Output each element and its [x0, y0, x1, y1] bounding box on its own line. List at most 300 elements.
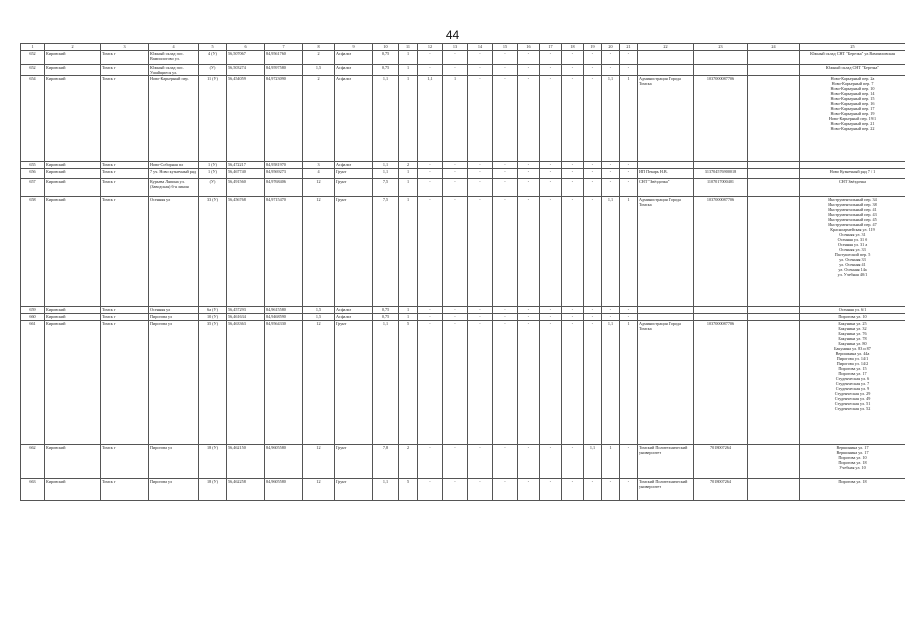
table-cell-col-17: - [540, 162, 562, 169]
table-row [21, 76, 905, 162]
address-line: ул. Осенняя 14а [838, 267, 867, 272]
table-cell-col-7: 84,9605580 [265, 445, 303, 479]
table-cell-col-21: - [620, 51, 638, 65]
table-cell-col-25: Пирогова ул. 10 [800, 314, 905, 321]
table-cell-col-21: - [620, 445, 638, 479]
table-cell-col-14: - [468, 179, 493, 197]
address-line: Ново-Карьерный пер. 10 [830, 86, 875, 91]
table-cell-col-16: - [518, 179, 540, 197]
column-number-1: 1 [21, 44, 45, 51]
table-row [21, 197, 905, 307]
table-cell-col-20: - [602, 51, 620, 65]
table-cell-col-24 [748, 321, 800, 445]
table-cell-col-20: - [602, 65, 620, 76]
table-cell-col-18: - [562, 169, 584, 179]
table-cell-col-6: 56,467740 [227, 169, 265, 179]
table-cell-col-24 [748, 169, 800, 179]
table-cell-col-1: 652 [21, 51, 45, 65]
table-cell-col-16: - [518, 307, 540, 314]
table-cell-col-24 [748, 314, 800, 321]
page-number: 44 [445, 28, 460, 42]
table-cell-col-14: - [468, 162, 493, 169]
table-cell-col-9: Асфальт [335, 307, 373, 314]
table-cell-col-8: 2 [303, 76, 335, 162]
table-cell-col-13: - [443, 51, 468, 65]
table-cell-col-13: - [443, 65, 468, 76]
column-number-25: 25 [800, 44, 905, 51]
table-cell-col-9: Грунт [335, 479, 373, 501]
table-cell-col-7: 84,9581970 [265, 162, 303, 169]
table-cell-col-3: Томск г [101, 197, 149, 307]
table-cell-col-19: - [584, 179, 602, 197]
table-cell-col-10: 1,1 [373, 479, 399, 501]
address-line: Учебная ул. 10 [839, 465, 866, 470]
table-cell-col-18: - [562, 76, 584, 162]
table-cell-col-21: - [620, 314, 638, 321]
table-cell-col-25 [800, 445, 905, 479]
table-cell-col-8: 2 [303, 51, 335, 65]
table-cell-col-21: 1 [620, 197, 638, 307]
address-line: Пирогова ул. 14/2 [836, 361, 869, 366]
column-number-20: 20 [602, 44, 620, 51]
table-cell-col-2: Кировский [45, 162, 101, 169]
table-cell-col-8: 12 [303, 179, 335, 197]
table-cell-col-15: - [493, 479, 518, 501]
table-cell-col-16: - [518, 51, 540, 65]
table-cell-col-16: - [518, 314, 540, 321]
table-cell-col-8: 12 [303, 197, 335, 307]
table-cell-col-13: - [443, 479, 468, 501]
table-cell-col-17: - [540, 51, 562, 65]
table-cell-col-12: - [418, 51, 443, 65]
table-cell-col-6: 56,462150 [227, 445, 265, 479]
table-cell-col-14: - [468, 169, 493, 179]
table-cell-col-24 [748, 76, 800, 162]
table-cell-col-7: 84,9605580 [265, 479, 303, 501]
table-cell-col-10: 0,75 [373, 51, 399, 65]
table-cell-col-25 [800, 321, 905, 445]
table-cell-col-23 [694, 162, 748, 169]
table-cell-col-20: - [602, 479, 620, 501]
table-cell-col-19: - [584, 321, 602, 445]
column-number-19: 19 [584, 44, 602, 51]
table-cell-col-21: - [620, 179, 638, 197]
table-cell-col-3: Томск г [101, 65, 149, 76]
table-cell-col-9: Грунт [335, 179, 373, 197]
table-cell-col-1: 657 [21, 179, 45, 197]
table-cell-col-13: - [443, 314, 468, 321]
table-cell-col-23 [694, 307, 748, 314]
address-line: Вершинина ул. 17 [836, 450, 869, 455]
table-cell-col-19: - [584, 169, 602, 179]
table-cell-col-12: - [418, 162, 443, 169]
table-row [21, 65, 905, 76]
table-cell-col-6: 56,472217 [227, 162, 265, 169]
address-line: Ново-Карьерный пер. 7 [831, 81, 874, 86]
table-cell-col-8: 12 [303, 321, 335, 445]
table-cell-col-21: - [620, 162, 638, 169]
address-line: Вершинина ул. 17 [836, 445, 869, 450]
table-cell-col-1: 661 [21, 321, 45, 445]
table-cell-col-16: - [518, 76, 540, 162]
table-cell-col-3: Томск г [101, 179, 149, 197]
table-cell-col-18: - [562, 65, 584, 76]
column-number-17: 17 [540, 44, 562, 51]
table-cell-col-15: - [493, 445, 518, 479]
table-cell-col-25: Осенняя ул. 6/1 [800, 307, 905, 314]
table-cell-col-4: Ново-Карьерный пер. [149, 76, 199, 162]
table-cell-col-20: - [602, 314, 620, 321]
address-line: Инструментальный пер. 38 [828, 202, 877, 207]
table-cell-col-11: 1 [399, 51, 418, 65]
address-line: Бакунина ул. 76 [838, 331, 867, 336]
table-cell-col-6: 56,461634 [227, 314, 265, 321]
address-line: Бакунина ул. 25 [838, 321, 867, 326]
table-cell-col-14: - [468, 314, 493, 321]
table-row [21, 479, 905, 501]
table-cell-col-10: 7,8 [373, 445, 399, 479]
table-cell-col-3: Томск г [101, 76, 149, 162]
address-line: Ново-Карьерный пер. 2а [830, 76, 875, 81]
table-cell-col-4: Осенняя ул [149, 307, 199, 314]
table-cell-col-17: - [540, 197, 562, 307]
table-cell-col-22: Томский Политехнический университет [638, 445, 694, 479]
table-cell-col-2: Кировский [45, 307, 101, 314]
table-cell-col-9: Грунт [335, 445, 373, 479]
table-cell-col-12: - [418, 445, 443, 479]
address-line: Студенческая ул. 9 [835, 386, 870, 391]
address-line: Бакунина ул. 32 [838, 326, 867, 331]
table-cell-col-16: - [518, 65, 540, 76]
table-cell-col-15: - [493, 314, 518, 321]
table-cell-col-20: 1 [602, 445, 620, 479]
table-cell-col-20: - [602, 307, 620, 314]
table-cell-col-6: 56,457293 [227, 307, 265, 314]
table-cell-col-25 [800, 197, 905, 307]
table-cell-col-8: 1,5 [303, 65, 335, 76]
column-number-15: 15 [493, 44, 518, 51]
table-cell-col-11: 1 [399, 314, 418, 321]
table-cell-col-20: - [602, 162, 620, 169]
table-cell-col-4: 7 уч. Ново кузнечный ряд [149, 169, 199, 179]
table-cell-col-11: 5 [399, 321, 418, 445]
table-cell-col-23: 1107017000401 [694, 179, 748, 197]
address-line: Инструментальный пер. 43 [828, 212, 877, 217]
table-cell-col-24 [748, 51, 800, 65]
address-line: Красноармейская ул. 119 [830, 227, 875, 232]
table-cell-col-3: Томск г [101, 169, 149, 179]
table-cell-col-2: Кировский [45, 321, 101, 445]
table-cell-col-23: 1037000087706 [694, 76, 748, 162]
table-cell-col-5: 35 (У) [199, 321, 227, 445]
table-cell-col-9: Асфальт [335, 51, 373, 65]
table-cell-col-5: 1 (У) [199, 169, 227, 179]
table-cell-col-3: Томск г [101, 307, 149, 314]
table-cell-col-3: Томск г [101, 51, 149, 65]
table-cell-col-15: - [493, 51, 518, 65]
address-line: Пирогова ул. 15 [838, 366, 867, 371]
table-cell-col-6: 56,507067 [227, 51, 265, 65]
table-cell-col-12: 1,1 [418, 76, 443, 162]
table-cell-col-9: Асфальт [335, 76, 373, 162]
table-cell-col-2: Кировский [45, 197, 101, 307]
address-line: ул. Учебная 40/1 [837, 272, 868, 277]
table-row [21, 51, 905, 65]
table-cell-col-6: 56,462258 [227, 479, 265, 501]
table-cell-col-14: - [468, 197, 493, 307]
table-cell-col-24 [748, 307, 800, 314]
table-cell-col-3: Томск г [101, 321, 149, 445]
table-cell-col-8: 1,5 [303, 307, 335, 314]
table-cell-col-5: (У) [199, 65, 227, 76]
table-cell-col-1: 655 [21, 162, 45, 169]
table-cell-col-1: 656 [21, 169, 45, 179]
table-cell-col-18: - [562, 314, 584, 321]
table-cell-col-2: Кировский [45, 179, 101, 197]
table-cell-col-9: Грунт [335, 169, 373, 179]
table-cell-col-12: - [418, 65, 443, 76]
table-cell-col-6: 56,463363 [227, 321, 265, 445]
table-cell-col-15: - [493, 307, 518, 314]
table-cell-col-24 [748, 479, 800, 501]
table-cell-col-14: - [468, 479, 493, 501]
table-cell-col-4: Осенняя ул [149, 197, 199, 307]
column-number-11: 11 [399, 44, 418, 51]
table-row [21, 314, 905, 321]
table-cell-col-11: 1 [399, 65, 418, 76]
table-cell-col-4: Ново-Соборная пл [149, 162, 199, 169]
table-cell-col-19: - [584, 76, 602, 162]
column-number-18: 18 [562, 44, 584, 51]
table-cell-col-9: Грунт [335, 197, 373, 307]
table-cell-col-2: Кировский [45, 169, 101, 179]
table-cell-col-25: Южный склад СНТ "Березка" [800, 65, 905, 76]
table-cell-col-7: 84,9615580 [265, 307, 303, 314]
table-cell-col-12: - [418, 197, 443, 307]
table-cell-col-10: 1,1 [373, 169, 399, 179]
table-cell-col-17: - [540, 179, 562, 197]
table-cell-col-2: Кировский [45, 314, 101, 321]
table-cell-col-11: 1 [399, 179, 418, 197]
table-cell-col-8: 3 [303, 162, 335, 169]
table-cell-col-9: Асфальт [335, 314, 373, 321]
table-cell-col-6: 56,454059 [227, 76, 265, 162]
table-cell-col-20: 1,1 [602, 197, 620, 307]
table-cell-col-17: - [540, 314, 562, 321]
table-cell-col-25 [800, 162, 905, 169]
table-cell-col-10: 1,1 [373, 162, 399, 169]
table-row [21, 179, 905, 197]
table-cell-col-19: - [584, 479, 602, 501]
address-line: Студенческая ул. 52 [834, 406, 871, 411]
address-line: Ново-Карьерный пер. 14 [830, 91, 875, 96]
table-cell-col-23 [694, 314, 748, 321]
table-cell-col-13: - [443, 162, 468, 169]
table-cell-col-5: (У) [199, 179, 227, 197]
table-cell-col-14: - [468, 51, 493, 65]
table-row [21, 169, 905, 179]
table-cell-col-23: 1037000087706 [694, 197, 748, 307]
registry-table [20, 43, 905, 501]
table-cell-col-22 [638, 314, 694, 321]
table-cell-col-7: 84,9564330 [265, 321, 303, 445]
address-line: Бакунина ул. 78 [838, 336, 867, 341]
column-number-14: 14 [468, 44, 493, 51]
table-cell-col-22: Администрация Города Томска [638, 76, 694, 162]
table-cell-col-16: - [518, 162, 540, 169]
table-cell-col-20: - [602, 169, 620, 179]
table-cell-col-21: 1 [620, 321, 638, 445]
table-cell-col-22: ИП Пекарь Н.В. [638, 169, 694, 179]
table-cell-col-22: Администрация Города Томска [638, 321, 694, 445]
address-line: ул. Осенняя 33 [839, 257, 866, 262]
address-line: Инструментальный пер. 41 [828, 207, 877, 212]
table-cell-col-22: СНТ "Звёздочка" [638, 179, 694, 197]
address-line: Студенческая ул. 7 [835, 381, 870, 386]
table-cell-col-15: - [493, 162, 518, 169]
table-cell-col-12: - [418, 321, 443, 445]
table-cell-col-5: 33 (У) [199, 197, 227, 307]
table-cell-col-9: Асфальт [335, 65, 373, 76]
table-cell-col-8: 12 [303, 479, 335, 501]
table-cell-col-12: - [418, 314, 443, 321]
table-cell-col-19: - [584, 65, 602, 76]
table-cell-col-22 [638, 65, 694, 76]
table-cell-col-3: Томск г [101, 479, 149, 501]
table-cell-col-5: 18 (У) [199, 479, 227, 501]
table-cell-col-4: Пирогова ул [149, 445, 199, 479]
table-cell-col-18: - [562, 479, 584, 501]
table-cell-col-2: Кировский [45, 479, 101, 501]
address-line: Осенняя ул. 31 [839, 232, 866, 237]
table-cell-col-20: - [602, 179, 620, 197]
table-cell-col-5: 18 (У) [199, 445, 227, 479]
table-cell-col-17: - [540, 169, 562, 179]
table-cell-col-2: Кировский [45, 76, 101, 162]
table-cell-col-20: 1,1 [602, 321, 620, 445]
table-row [21, 162, 905, 169]
table-cell-col-17: - [540, 321, 562, 445]
table-cell-col-19: - [584, 307, 602, 314]
column-number-4: 4 [149, 44, 199, 51]
table-cell-col-11: 1 [399, 197, 418, 307]
table-cell-col-25: Пирогова ул. 18 [800, 479, 905, 501]
column-number-16: 16 [518, 44, 540, 51]
table-cell-col-17: - [540, 76, 562, 162]
table-cell-col-15: - [493, 179, 518, 197]
table-cell-col-21: - [620, 479, 638, 501]
address-line: Инструментальный пер. 47 [828, 222, 877, 227]
table-cell-col-19: - [584, 51, 602, 65]
table-cell-col-18: - [562, 179, 584, 197]
table-cell-col-10: 7,5 [373, 197, 399, 307]
table-cell-col-24 [748, 65, 800, 76]
column-number-3: 3 [101, 44, 149, 51]
column-number-22: 22 [638, 44, 694, 51]
address-line: Ново-Карьерный пер. 19/1 [828, 116, 877, 121]
table-cell-col-23 [694, 65, 748, 76]
table-cell-col-11: 1 [399, 169, 418, 179]
table-cell-col-18: - [562, 307, 584, 314]
table-cell-col-13: - [443, 169, 468, 179]
table-cell-col-18: - [562, 197, 584, 307]
table-row [21, 307, 905, 314]
table-cell-col-17: - [540, 445, 562, 479]
address-line: Ново-Карьерный пер. 21 [830, 121, 875, 126]
column-number-9: 9 [335, 44, 373, 51]
table-cell-col-10: 0,75 [373, 314, 399, 321]
table-cell-col-12: - [418, 307, 443, 314]
table-cell-col-4: Курьева Ляпина ул. (Заводская) 6-я линия [149, 179, 199, 197]
table-cell-col-1: 658 [21, 197, 45, 307]
table-cell-col-13: - [443, 307, 468, 314]
table-cell-col-5: 6а (У) [199, 307, 227, 314]
table-cell-col-4: Южный склад пос. Вампилогово ул. [149, 51, 199, 65]
table-cell-col-15: - [493, 76, 518, 162]
table-cell-col-7: 84,9569273 [265, 169, 303, 179]
table-cell-col-12: - [418, 479, 443, 501]
table-cell-col-11: 2 [399, 162, 418, 169]
table-cell-col-24 [748, 197, 800, 307]
table-cell-col-2: Кировский [45, 65, 101, 76]
address-line: Осенняя ул. 31 б [837, 237, 868, 242]
table-cell-col-25: Южный склад СНТ "Березка" ул.Вампиловская [800, 51, 905, 65]
table-cell-col-19: - [584, 197, 602, 307]
address-line: Ново-Карьерный пер. 17 [830, 106, 875, 111]
table-cell-col-7: 84,9468590 [265, 314, 303, 321]
table-cell-col-1: 663 [21, 479, 45, 501]
address-line: Ново-Карьерный пер. 22 [830, 126, 875, 131]
address-line: Студенческая ул. 29 [834, 391, 871, 396]
table-cell-col-9: Асфальт [335, 162, 373, 169]
table-cell-col-18: - [562, 51, 584, 65]
table-cell-col-22 [638, 162, 694, 169]
column-number-6: 6 [227, 44, 265, 51]
table-cell-col-14: - [468, 65, 493, 76]
table-cell-col-14: - [468, 307, 493, 314]
table-cell-col-20: 1,1 [602, 76, 620, 162]
address-line: Студенческая ул. 49 [834, 396, 871, 401]
table-cell-col-14: - [468, 76, 493, 162]
table-cell-col-12: - [418, 179, 443, 197]
table-cell-col-23: 313704576900018 [694, 169, 748, 179]
table-cell-col-8: 4 [303, 169, 335, 179]
table-cell-col-8: 1,5 [303, 314, 335, 321]
column-number-10: 10 [373, 44, 399, 51]
table-cell-col-15: - [493, 169, 518, 179]
table-row [21, 321, 905, 445]
table-cell-col-16: - [518, 479, 540, 501]
address-line: Осенняя ул. 31 а [837, 242, 868, 247]
table-cell-col-13: - [443, 445, 468, 479]
table-cell-col-21: - [620, 307, 638, 314]
table-cell-col-15: - [493, 321, 518, 445]
table-cell-col-25 [800, 76, 905, 162]
table-cell-col-1: 662 [21, 445, 45, 479]
table-cell-col-17: - [540, 65, 562, 76]
table-cell-col-25: СНТ Звёздочка [800, 179, 905, 197]
table-cell-col-13: - [443, 197, 468, 307]
column-number-2: 2 [45, 44, 101, 51]
table-cell-col-23: 7018007264 [694, 445, 748, 479]
table-cell-col-18: - [562, 162, 584, 169]
table-cell-col-15: - [493, 65, 518, 76]
table-cell-col-9: Грунт [335, 321, 373, 445]
table-cell-col-5: 4 (У) [199, 51, 227, 65]
address-line: Пирогова ул. 17 [838, 371, 867, 376]
table-cell-col-11: 2 [399, 445, 418, 479]
table-row [21, 445, 905, 479]
